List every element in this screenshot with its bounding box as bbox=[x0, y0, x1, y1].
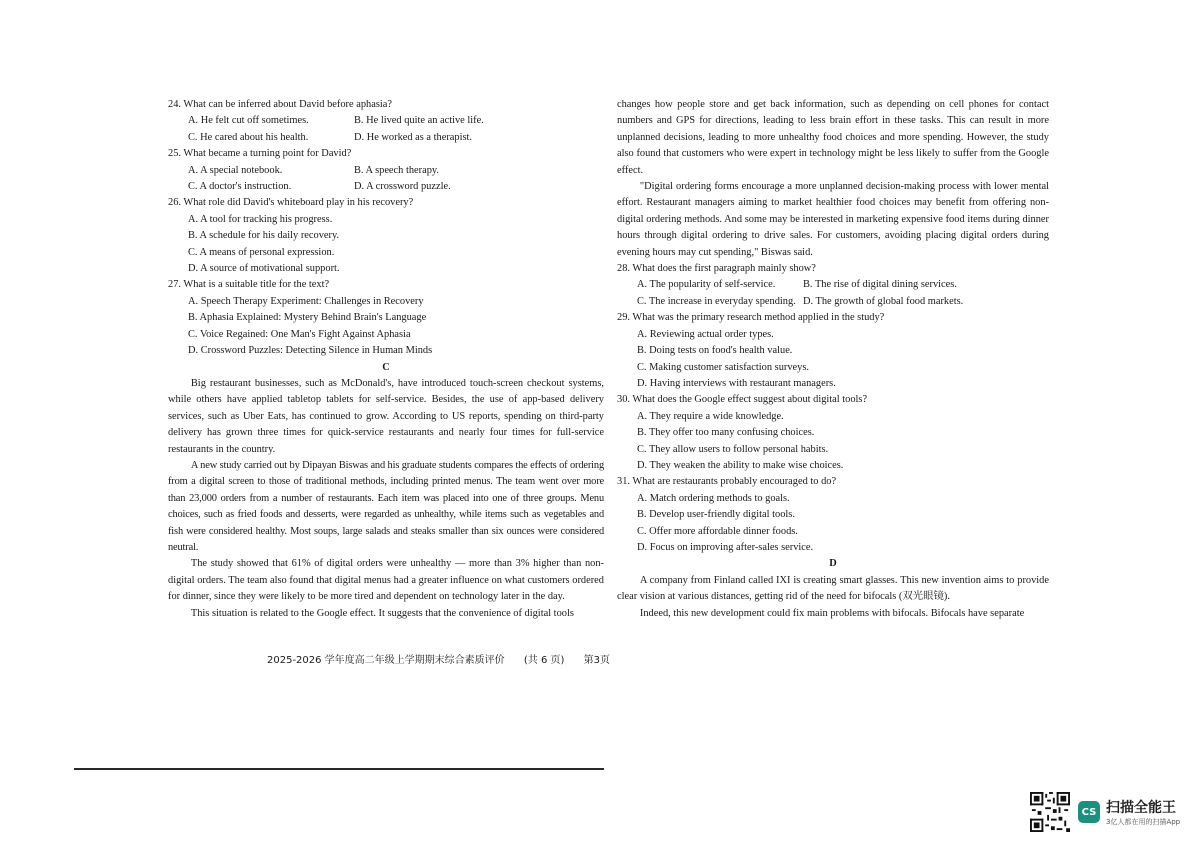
watermark-text bbox=[1106, 797, 1180, 827]
option-25-b: B. A speech therapy. bbox=[354, 164, 440, 176]
question-30-stem: 30. What does the Google effect suggest about digital tools? bbox=[617, 394, 868, 406]
option-30-d: D. They weaken the ability to make wise choices. bbox=[637, 459, 844, 471]
passage-c-paragraph-1: Big restaurant businesses, such as McDonald's, have introduced touch-screen checkout systems, while others have applied tabletop tablets for self-service. Besides, the use of app-based delivery services, such as Uber Eats, has continued to grow. According to US reports, spending on third-party delivery has grown three times for quick-service restaurants and nearly four times for full-service restaurants in the country. bbox=[168, 377, 604, 455]
option-25-a: A. A special notebook. bbox=[188, 164, 283, 176]
passage-d-paragraph-2: Indeed, this new development could fix main problems with bifocals. Bifocals have separate bbox=[639, 607, 1025, 619]
question-25-options-row1 bbox=[168, 163, 604, 179]
question-31-stem: 31. What are restaurants probably encouraged to do? bbox=[617, 476, 837, 488]
question-28-options-row2 bbox=[617, 294, 1049, 310]
scan-edge-line bbox=[74, 768, 604, 770]
option-24-b: B. He lived quite an active life. bbox=[354, 115, 484, 127]
option-27-b: B. Aphasia Explained: Mystery Behind Brain's Language bbox=[188, 312, 427, 324]
page-footer bbox=[267, 651, 626, 666]
question-24-stem: 24. What can be inferred about David before aphasia? bbox=[168, 99, 392, 110]
watermark-title: 扫描全能王 bbox=[1106, 800, 1176, 816]
footer-page-number: 第3页 bbox=[583, 655, 610, 666]
question-28-stem: 28. What does the first paragraph mainly show? bbox=[617, 263, 816, 275]
option-28-b: B. The rise of digital dining services. bbox=[803, 279, 957, 291]
watermark-subtitle: 3亿人都在用的扫描App bbox=[1106, 818, 1181, 826]
passage-c-paragraph-2: A new study carried out by Dipayan Biswas and his graduate students compares the effects of ordering from a digital screen to those of traditional methods, including printed menus. The team went over more than 23,000 orders from a number of restaurants. Each item was placed into one of three groups. Menu choices, such as fried foods and desserts, were regarded as unhealthy, while items such as vegetables and fish were considered healthy. Most soups, large salads and steaks smaller than six ounces were considered neutral. bbox=[168, 459, 604, 553]
scanner-watermark bbox=[1030, 792, 1180, 832]
option-26-d: D. A source of motivational support. bbox=[188, 263, 340, 275]
section-heading-d: D bbox=[829, 558, 837, 570]
option-29-c: C. Making customer satisfaction surveys. bbox=[637, 361, 809, 373]
option-28-a: A. The popularity of self-service. bbox=[637, 279, 776, 291]
question-24-options-row2 bbox=[168, 130, 604, 146]
option-29-a: A. Reviewing actual order types. bbox=[637, 328, 774, 340]
camscanner-logo-icon: CS bbox=[1078, 801, 1100, 823]
option-26-a: A. A tool for tracking his progress. bbox=[188, 213, 333, 225]
footer-exam-title: 2025-2026 学年度高二年级上学期期末综合素质评价 bbox=[267, 655, 505, 666]
option-31-b: B. Develop user-friendly digital tools. bbox=[637, 509, 795, 521]
option-25-d: D. A crossword puzzle. bbox=[354, 181, 451, 193]
passage-c-paragraph-3: The study showed that 61% of digital orders were unhealthy — more than 3% higher than non-digital orders. The team also found that digital menus had a greater influence on what customers ordered for dinner, since they were likely to be more tired and dependent on technology later in the day. bbox=[168, 558, 604, 603]
option-26-c: C. A means of personal expression. bbox=[188, 246, 335, 258]
left-column bbox=[168, 97, 604, 622]
question-24-options-row1 bbox=[168, 113, 604, 129]
option-31-a: A. Match ordering methods to goals. bbox=[637, 492, 790, 504]
option-31-c: C. Offer more affordable dinner foods. bbox=[637, 525, 798, 537]
passage-d-paragraph-1: A company from Finland called IXI is creating smart glasses. This new invention aims to provide clear vision at various distances, getting rid of the need for bifocals (双光眼镜). bbox=[617, 574, 1049, 603]
passage-c-paragraph-5: "Digital ordering forms encourage a more unplanned decision-making process with lower mental effort. Restaurant managers aiming to market healthier food choices may benefit from offering non-digital ordering methods. And some may be interested in marketing expensive food items during dinner hours through digital ordering to drive sales. For customers, avoiding placing digital orders during evening hours may cut spending," Biswas said. bbox=[617, 181, 1049, 258]
option-26-b: B. A schedule for his daily recovery. bbox=[188, 230, 340, 242]
option-28-d: D. The growth of global food markets. bbox=[803, 295, 964, 307]
option-29-b: B. Doing tests on food's health value. bbox=[637, 345, 793, 357]
option-25-c: C. A doctor's instruction. bbox=[188, 181, 292, 193]
option-27-d: D. Crossword Puzzles: Detecting Silence in Human Minds bbox=[188, 345, 433, 357]
option-30-b: B. They offer too many confusing choices. bbox=[637, 427, 815, 439]
question-26-stem: 26. What role did David's whiteboard play in his recovery? bbox=[168, 197, 414, 209]
qr-code-icon bbox=[1030, 792, 1070, 832]
passage-c-paragraph-4-continued: changes how people store and get back information, such as depending on cell phones for contact numbers and GPS for directions, leading to less brain effort in these tasks. This can result in more unplanned decisions, leading to more unhealthy food choices and more spending. However, the study also found that customers who were expert in technology might be less likely to suffer from the Google effect. bbox=[617, 99, 1049, 176]
option-24-d: D. He worked as a therapist. bbox=[354, 131, 473, 143]
option-24-c: C. He cared about his health. bbox=[188, 131, 309, 143]
option-27-c: C. Voice Regained: One Man's Fight Against Aphasia bbox=[188, 328, 411, 340]
option-24-a: A. He felt cut off sometimes. bbox=[188, 115, 309, 127]
option-30-a: A. They require a wide knowledge. bbox=[637, 410, 784, 422]
section-heading-c: C bbox=[382, 361, 390, 373]
question-29-stem: 29. What was the primary research method applied in the study? bbox=[617, 312, 885, 324]
option-29-d: D. Having interviews with restaurant managers. bbox=[637, 377, 836, 389]
question-25-stem: 25. What became a turning point for David? bbox=[168, 148, 352, 160]
option-27-a: A. Speech Therapy Experiment: Challenges in Recovery bbox=[188, 295, 424, 307]
option-31-d: D. Focus on improving after-sales service. bbox=[637, 541, 814, 553]
option-30-c: C. They allow users to follow personal habits. bbox=[637, 443, 829, 455]
footer-total-pages: (共 6 页) bbox=[523, 655, 565, 666]
question-25-options-row2 bbox=[168, 179, 604, 195]
question-27-stem: 27. What is a suitable title for the text? bbox=[168, 279, 330, 291]
right-column bbox=[617, 97, 1049, 622]
passage-c-paragraph-4: This situation is related to the Google effect. It suggests that the convenience of digital tools bbox=[190, 607, 574, 619]
question-28-options-row1 bbox=[617, 277, 1049, 293]
option-28-c: C. The increase in everyday spending. bbox=[637, 295, 796, 307]
